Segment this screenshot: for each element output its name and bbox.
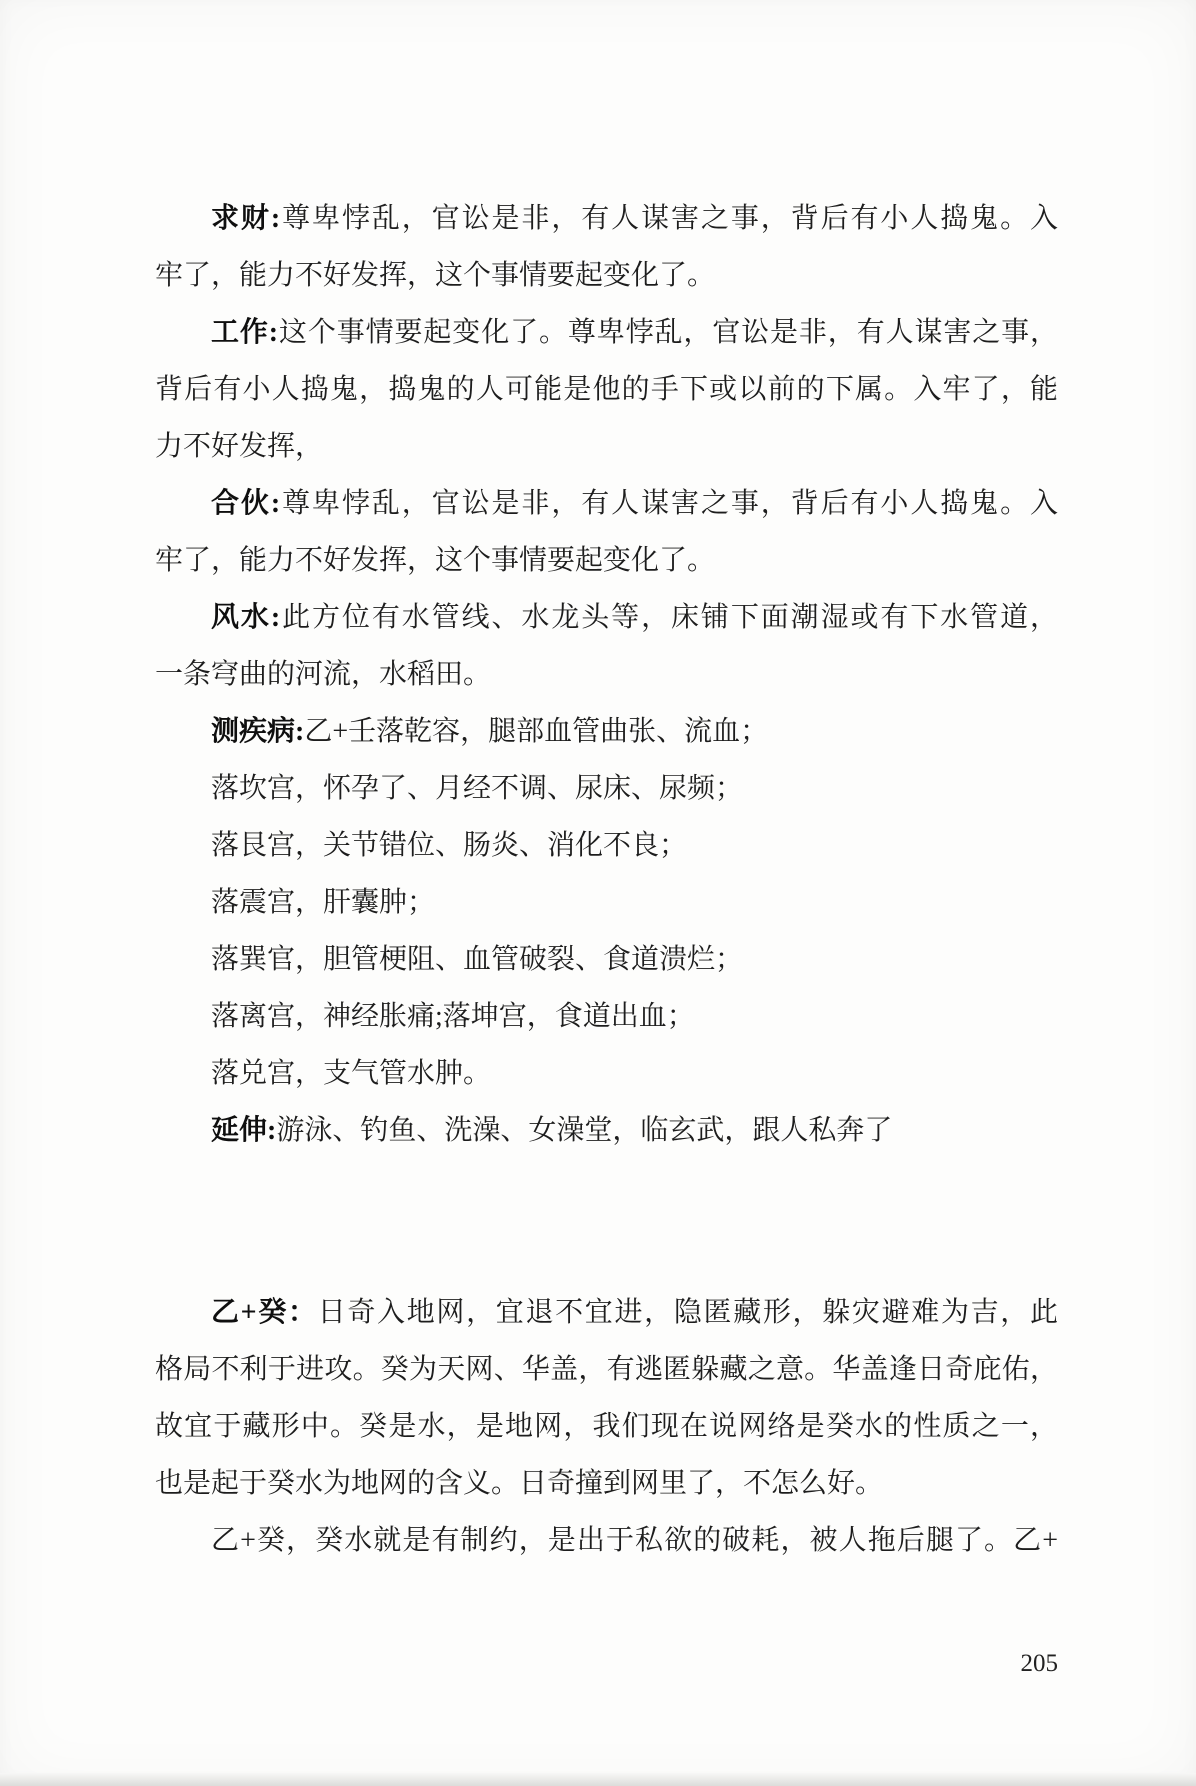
text-line [155, 931, 1058, 988]
text-line [155, 1045, 1058, 1102]
text-line [155, 247, 1058, 304]
text-line [155, 1398, 1058, 1455]
line-text: 落离宫，神经胀痛;落坤宫，食道出血； [211, 1001, 695, 1032]
text-line [155, 1512, 1058, 1569]
text-line [155, 988, 1058, 1045]
paragraph-gap [155, 1159, 1058, 1284]
line-text: 这个事情要起变化了。尊卑悖乱，官讼是非，有人谋害之事， [278, 317, 1058, 348]
line-text: 落震宫，肝囊肿； [211, 887, 436, 918]
line-text: 故宜于藏形中。癸是水，是地网，我们现在说网络是癸水的性质之一， [155, 1411, 1058, 1442]
text-line [155, 1102, 1058, 1159]
line-text: 日奇入地网，宜退不宜进，隐匿藏形，躲灾避难为吉，此 [317, 1297, 1058, 1328]
line-text: 落兑宫，支气管水肿。 [211, 1058, 492, 1089]
line-text: 牢了，能力不好发挥，这个事情要起变化了。 [155, 545, 716, 576]
line-text: 牢了，能力不好发挥，这个事情要起变化了。 [155, 260, 716, 291]
text-line [155, 190, 1058, 247]
page-number: 205 [1020, 1650, 1058, 1677]
text-line [155, 646, 1058, 703]
text-line [155, 361, 1058, 418]
line-text: 一条穹曲的河流，水稻田。 [155, 659, 492, 690]
line-text: 也是起于癸水为地网的含义。日奇撞到网里了，不怎么好。 [155, 1468, 884, 1499]
text-line [155, 760, 1058, 817]
scan-bottom-edge [0, 1773, 1196, 1786]
line-text: 此方位有水管线、水龙头等，床铺下面潮湿或有下水管道， [280, 602, 1058, 633]
line-text: 格局不利于进攻。癸为天网、华盖，有逃匿躲藏之意。华盖逢日奇庇佑， [155, 1354, 1058, 1385]
text-line [155, 304, 1058, 361]
line-label: 延伸: [211, 1115, 277, 1146]
line-text: 乙+壬落乾容，腿部血管曲张、流血； [304, 716, 769, 747]
line-label: 合伙: [211, 488, 281, 519]
line-label: 风水: [211, 602, 281, 633]
page-content [155, 190, 1058, 1569]
text-line [155, 874, 1058, 931]
text-line [155, 817, 1058, 874]
line-text: 游泳、钓鱼、洗澡、女澡堂，临玄武，跟人私奔了 [276, 1115, 893, 1146]
text-line [155, 1455, 1058, 1512]
text-line [155, 703, 1058, 760]
line-text: 乙+癸，癸水就是有制约，是出于私欲的破耗，被人拖后腿了。乙+ [211, 1525, 1058, 1556]
line-text: 力不好发挥， [155, 431, 324, 462]
line-text: 尊卑悖乱，官讼是非，有人谋害之事，背后有小人捣鬼。入 [280, 488, 1058, 519]
text-line [155, 1284, 1058, 1341]
line-text: 落坎宫，怀孕了、月经不调、尿床、尿频； [211, 773, 744, 804]
line-label: 乙+癸： [211, 1297, 318, 1328]
line-label: 测疾病: [211, 716, 305, 747]
line-label: 求财: [211, 203, 281, 234]
text-line [155, 418, 1058, 475]
text-line [155, 1341, 1058, 1398]
line-text: 背后有小人捣鬼，捣鬼的人可能是他的手下或以前的下属。入牢了，能 [155, 374, 1058, 405]
text-line [155, 532, 1058, 589]
line-label: 工作: [211, 317, 279, 348]
text-line [155, 475, 1058, 532]
line-text: 落巽官，胆管梗阻、血管破裂、食道溃烂； [211, 944, 744, 975]
line-text: 落艮宫，关节错位、肠炎、消化不良； [211, 830, 688, 861]
line-text: 尊卑悖乱，官讼是非，有人谋害之事，背后有小人捣鬼。入 [280, 203, 1058, 234]
text-line [155, 589, 1058, 646]
